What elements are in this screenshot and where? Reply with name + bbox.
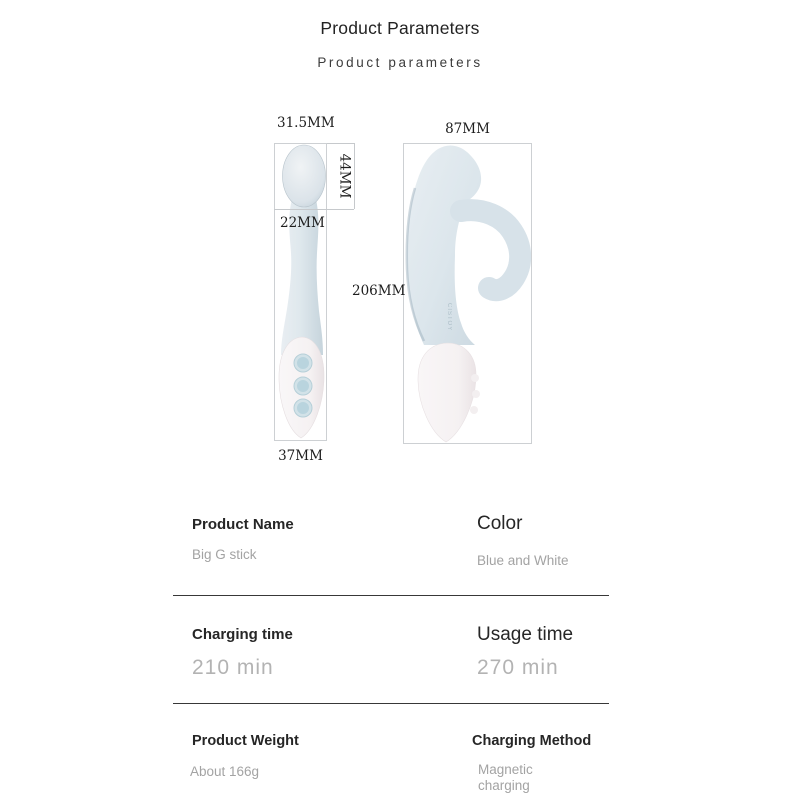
spec-label-product-weight: Product Weight xyxy=(192,733,299,749)
spec-label-color: Color xyxy=(477,513,523,534)
dim-head-width: 31.5MM xyxy=(277,115,335,131)
spec-label-charging-method: Charging Method xyxy=(472,733,592,749)
page-subtitle: Product parameters xyxy=(317,55,483,70)
right-measure-box xyxy=(403,143,532,444)
page-title: Product Parameters xyxy=(320,18,480,38)
measure-line-44-bottom xyxy=(274,209,354,210)
spec-value-product-weight: About 166g xyxy=(190,764,260,779)
spec-value-charging-time: 210 min xyxy=(192,656,274,679)
spec-label-charging-time: Charging time xyxy=(192,626,293,643)
dim-total-length: 206MM xyxy=(352,283,406,299)
dim-handle-width: 37MM xyxy=(278,448,323,464)
row-divider xyxy=(173,703,609,704)
spec-label-product-name: Product Name xyxy=(192,516,294,533)
dim-neck-width: 22MM xyxy=(280,215,325,231)
spec-value-product-name: Big G stick xyxy=(192,547,257,562)
spec-value-color: Blue and White xyxy=(477,553,569,568)
dim-rabbit-width: 87MM xyxy=(445,121,490,137)
dim-head-height: 44MM xyxy=(335,153,352,199)
spec-value-usage-time: 270 min xyxy=(477,656,559,679)
row-divider xyxy=(173,595,609,596)
brand-text: CISTOY xyxy=(446,303,452,332)
spec-label-usage-time: Usage time xyxy=(477,624,574,645)
spec-value-charging-method: Magnetic charging xyxy=(478,762,533,793)
measure-line-44-top xyxy=(327,143,354,144)
